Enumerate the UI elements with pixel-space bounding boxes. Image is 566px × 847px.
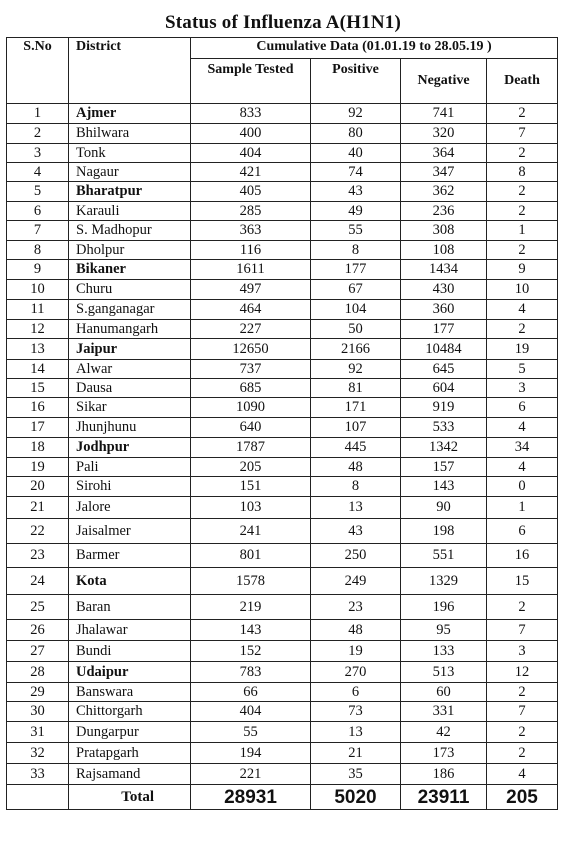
sno-cell: 12 <box>7 320 69 339</box>
death-cell: 3 <box>487 641 558 662</box>
positive-cell: 35 <box>311 764 401 785</box>
negative-cell: 533 <box>401 418 487 438</box>
table-row <box>7 360 558 379</box>
table-body <box>7 104 558 785</box>
positive-cell: 67 <box>311 280 401 300</box>
negative-cell: 331 <box>401 702 487 722</box>
total-row <box>7 785 558 810</box>
death-cell: 4 <box>487 418 558 438</box>
district-cell: Dholpur <box>69 241 191 260</box>
sno-cell: 28 <box>7 662 69 683</box>
district-cell: Dausa <box>69 379 191 398</box>
sno-cell: 22 <box>7 519 69 544</box>
table-row <box>7 519 558 544</box>
positive-cell: 249 <box>311 568 401 595</box>
table-row <box>7 398 558 418</box>
sno-cell: 11 <box>7 300 69 320</box>
sno-cell: 9 <box>7 260 69 280</box>
sample-tested-cell: 783 <box>191 662 311 683</box>
death-cell: 3 <box>487 379 558 398</box>
sno-cell: 16 <box>7 398 69 418</box>
positive-cell: 23 <box>311 595 401 620</box>
death-cell: 2 <box>487 320 558 339</box>
table-row <box>7 458 558 477</box>
sno-cell: 4 <box>7 163 69 182</box>
sno-cell: 32 <box>7 743 69 764</box>
sample-tested-cell: 404 <box>191 702 311 722</box>
positive-cell: 73 <box>311 702 401 722</box>
district-cell: Bharatpur <box>69 182 191 202</box>
positive-cell: 8 <box>311 241 401 260</box>
death-cell: 6 <box>487 519 558 544</box>
positive-cell: 2166 <box>311 339 401 360</box>
sno-cell: 26 <box>7 620 69 641</box>
positive-cell: 50 <box>311 320 401 339</box>
sno-cell: 10 <box>7 280 69 300</box>
sample-tested-cell: 55 <box>191 722 311 743</box>
sno-cell: 14 <box>7 360 69 379</box>
table-row <box>7 662 558 683</box>
sno-cell: 29 <box>7 683 69 702</box>
total-label: Total <box>69 785 191 810</box>
sample-tested-cell: 285 <box>191 202 311 221</box>
table-row <box>7 764 558 785</box>
positive-cell: 74 <box>311 163 401 182</box>
negative-cell: 236 <box>401 202 487 221</box>
negative-cell: 196 <box>401 595 487 620</box>
table-row <box>7 300 558 320</box>
sample-tested-cell: 405 <box>191 182 311 202</box>
sno-cell: 23 <box>7 544 69 568</box>
negative-cell: 308 <box>401 221 487 241</box>
district-cell: Bundi <box>69 641 191 662</box>
positive-cell: 13 <box>311 722 401 743</box>
sample-tested-cell: 1787 <box>191 438 311 458</box>
sample-tested-cell: 1578 <box>191 568 311 595</box>
table-row <box>7 722 558 743</box>
death-cell: 5 <box>487 360 558 379</box>
positive-cell: 49 <box>311 202 401 221</box>
table-row <box>7 620 558 641</box>
sno-cell: 17 <box>7 418 69 438</box>
negative-cell: 919 <box>401 398 487 418</box>
sno-cell: 15 <box>7 379 69 398</box>
negative-cell: 1434 <box>401 260 487 280</box>
death-cell: 2 <box>487 104 558 124</box>
negative-cell: 133 <box>401 641 487 662</box>
death-cell: 2 <box>487 683 558 702</box>
district-cell: Kota <box>69 568 191 595</box>
sample-tested-cell: 219 <box>191 595 311 620</box>
positive-cell: 19 <box>311 641 401 662</box>
death-cell: 16 <box>487 544 558 568</box>
death-cell: 4 <box>487 300 558 320</box>
death-cell: 1 <box>487 497 558 519</box>
sample-tested-cell: 227 <box>191 320 311 339</box>
sno-cell: 8 <box>7 241 69 260</box>
sno-cell: 13 <box>7 339 69 360</box>
total-positive: 5020 <box>311 785 401 810</box>
death-cell: 12 <box>487 662 558 683</box>
table-row <box>7 702 558 722</box>
negative-cell: 1329 <box>401 568 487 595</box>
sample-tested-cell: 241 <box>191 519 311 544</box>
death-cell: 10 <box>487 280 558 300</box>
district-cell: Jalore <box>69 497 191 519</box>
district-cell: Sirohi <box>69 477 191 497</box>
sample-tested-cell: 640 <box>191 418 311 438</box>
table-row <box>7 568 558 595</box>
total-sno-cell <box>7 785 69 810</box>
negative-cell: 362 <box>401 182 487 202</box>
district-cell: Pratapgarh <box>69 743 191 764</box>
table-row <box>7 683 558 702</box>
positive-cell: 8 <box>311 477 401 497</box>
header-positive: Positive <box>311 59 401 104</box>
table-row <box>7 497 558 519</box>
negative-cell: 10484 <box>401 339 487 360</box>
death-cell: 34 <box>487 438 558 458</box>
district-cell: Barmer <box>69 544 191 568</box>
sample-tested-cell: 363 <box>191 221 311 241</box>
table-row <box>7 320 558 339</box>
death-cell: 4 <box>487 458 558 477</box>
header-district: District <box>69 38 191 104</box>
sno-cell: 31 <box>7 722 69 743</box>
positive-cell: 48 <box>311 620 401 641</box>
district-cell: Baran <box>69 595 191 620</box>
negative-cell: 430 <box>401 280 487 300</box>
positive-cell: 6 <box>311 683 401 702</box>
sno-cell: 3 <box>7 144 69 163</box>
district-cell: Bikaner <box>69 260 191 280</box>
district-cell: Jhalawar <box>69 620 191 641</box>
negative-cell: 1342 <box>401 438 487 458</box>
district-cell: Alwar <box>69 360 191 379</box>
positive-cell: 43 <box>311 519 401 544</box>
death-cell: 2 <box>487 202 558 221</box>
table-row <box>7 438 558 458</box>
sno-cell: 27 <box>7 641 69 662</box>
death-cell: 2 <box>487 743 558 764</box>
sno-cell: 30 <box>7 702 69 722</box>
table-row <box>7 477 558 497</box>
negative-cell: 320 <box>401 124 487 144</box>
negative-cell: 364 <box>401 144 487 163</box>
sample-tested-cell: 221 <box>191 764 311 785</box>
table-row <box>7 241 558 260</box>
death-cell: 2 <box>487 595 558 620</box>
table-row <box>7 124 558 144</box>
negative-cell: 645 <box>401 360 487 379</box>
page-title: Status of Influenza A(H1N1) <box>164 12 402 33</box>
district-cell: Nagaur <box>69 163 191 182</box>
total-sample-tested: 28931 <box>191 785 311 810</box>
district-cell: Pali <box>69 458 191 477</box>
positive-cell: 55 <box>311 221 401 241</box>
death-cell: 7 <box>487 124 558 144</box>
death-cell: 2 <box>487 722 558 743</box>
sample-tested-cell: 464 <box>191 300 311 320</box>
positive-cell: 40 <box>311 144 401 163</box>
death-cell: 4 <box>487 764 558 785</box>
district-cell: Jaipur <box>69 339 191 360</box>
sno-cell: 6 <box>7 202 69 221</box>
sample-tested-cell: 12650 <box>191 339 311 360</box>
negative-cell: 60 <box>401 683 487 702</box>
death-cell: 9 <box>487 260 558 280</box>
sample-tested-cell: 152 <box>191 641 311 662</box>
district-cell: Jhunjhunu <box>69 418 191 438</box>
death-cell: 7 <box>487 620 558 641</box>
sno-cell: 24 <box>7 568 69 595</box>
header-cumulative-data: Cumulative Data (01.01.19 to 28.05.19 ) <box>191 38 558 59</box>
death-cell: 7 <box>487 702 558 722</box>
district-cell: Hanumangarh <box>69 320 191 339</box>
positive-cell: 92 <box>311 104 401 124</box>
negative-cell: 108 <box>401 241 487 260</box>
negative-cell: 347 <box>401 163 487 182</box>
negative-cell: 551 <box>401 544 487 568</box>
sample-tested-cell: 151 <box>191 477 311 497</box>
negative-cell: 513 <box>401 662 487 683</box>
table-row <box>7 144 558 163</box>
sno-cell: 21 <box>7 497 69 519</box>
table-row <box>7 418 558 438</box>
district-cell: Churu <box>69 280 191 300</box>
header-sno: S.No <box>7 38 69 104</box>
h1n1-status-table <box>6 37 558 810</box>
negative-cell: 173 <box>401 743 487 764</box>
positive-cell: 104 <box>311 300 401 320</box>
negative-cell: 360 <box>401 300 487 320</box>
sno-cell: 33 <box>7 764 69 785</box>
positive-cell: 92 <box>311 360 401 379</box>
positive-cell: 80 <box>311 124 401 144</box>
sno-cell: 18 <box>7 438 69 458</box>
sno-cell: 19 <box>7 458 69 477</box>
negative-cell: 157 <box>401 458 487 477</box>
death-cell: 15 <box>487 568 558 595</box>
negative-cell: 177 <box>401 320 487 339</box>
table-row <box>7 163 558 182</box>
positive-cell: 13 <box>311 497 401 519</box>
district-cell: S. Madhopur <box>69 221 191 241</box>
district-cell: Ajmer <box>69 104 191 124</box>
table-row <box>7 221 558 241</box>
district-cell: Rajsamand <box>69 764 191 785</box>
district-cell: Jaisalmer <box>69 519 191 544</box>
sno-cell: 7 <box>7 221 69 241</box>
negative-cell: 604 <box>401 379 487 398</box>
positive-cell: 250 <box>311 544 401 568</box>
sample-tested-cell: 1611 <box>191 260 311 280</box>
table-row <box>7 743 558 764</box>
sample-tested-cell: 404 <box>191 144 311 163</box>
sample-tested-cell: 737 <box>191 360 311 379</box>
sno-cell: 1 <box>7 104 69 124</box>
positive-cell: 43 <box>311 182 401 202</box>
district-cell: Tonk <box>69 144 191 163</box>
negative-cell: 198 <box>401 519 487 544</box>
sample-tested-cell: 421 <box>191 163 311 182</box>
positive-cell: 48 <box>311 458 401 477</box>
sno-cell: 20 <box>7 477 69 497</box>
negative-cell: 143 <box>401 477 487 497</box>
district-cell: Udaipur <box>69 662 191 683</box>
table-row <box>7 260 558 280</box>
sample-tested-cell: 194 <box>191 743 311 764</box>
death-cell: 2 <box>487 241 558 260</box>
positive-cell: 270 <box>311 662 401 683</box>
district-cell: Banswara <box>69 683 191 702</box>
sample-tested-cell: 143 <box>191 620 311 641</box>
table-row <box>7 641 558 662</box>
death-cell: 8 <box>487 163 558 182</box>
death-cell: 19 <box>487 339 558 360</box>
sample-tested-cell: 116 <box>191 241 311 260</box>
sample-tested-cell: 1090 <box>191 398 311 418</box>
sample-tested-cell: 205 <box>191 458 311 477</box>
district-cell: S.ganganagar <box>69 300 191 320</box>
sample-tested-cell: 801 <box>191 544 311 568</box>
sno-cell: 25 <box>7 595 69 620</box>
table-row <box>7 544 558 568</box>
sample-tested-cell: 103 <box>191 497 311 519</box>
sample-tested-cell: 497 <box>191 280 311 300</box>
negative-cell: 42 <box>401 722 487 743</box>
death-cell: 0 <box>487 477 558 497</box>
district-cell: Sikar <box>69 398 191 418</box>
positive-cell: 445 <box>311 438 401 458</box>
sno-cell: 5 <box>7 182 69 202</box>
sample-tested-cell: 833 <box>191 104 311 124</box>
death-cell: 6 <box>487 398 558 418</box>
total-death: 205 <box>487 785 558 810</box>
negative-cell: 741 <box>401 104 487 124</box>
district-cell: Dungarpur <box>69 722 191 743</box>
sample-tested-cell: 66 <box>191 683 311 702</box>
district-cell: Chittorgarh <box>69 702 191 722</box>
header-death: Death <box>487 59 558 104</box>
table-row <box>7 182 558 202</box>
header-negative: Negative <box>401 59 487 104</box>
death-cell: 2 <box>487 182 558 202</box>
total-negative: 23911 <box>401 785 487 810</box>
table-row <box>7 104 558 124</box>
death-cell: 2 <box>487 144 558 163</box>
district-cell: Karauli <box>69 202 191 221</box>
table-row <box>7 339 558 360</box>
district-cell: Bhilwara <box>69 124 191 144</box>
negative-cell: 186 <box>401 764 487 785</box>
positive-cell: 107 <box>311 418 401 438</box>
district-cell: Jodhpur <box>69 438 191 458</box>
table-row <box>7 379 558 398</box>
header-sample-tested: Sample Tested <box>191 59 311 104</box>
positive-cell: 21 <box>311 743 401 764</box>
death-cell: 1 <box>487 221 558 241</box>
table-row <box>7 595 558 620</box>
sno-cell: 2 <box>7 124 69 144</box>
positive-cell: 171 <box>311 398 401 418</box>
sample-tested-cell: 400 <box>191 124 311 144</box>
negative-cell: 90 <box>401 497 487 519</box>
table-row <box>7 280 558 300</box>
positive-cell: 81 <box>311 379 401 398</box>
positive-cell: 177 <box>311 260 401 280</box>
sample-tested-cell: 685 <box>191 379 311 398</box>
table-row <box>7 202 558 221</box>
negative-cell: 95 <box>401 620 487 641</box>
